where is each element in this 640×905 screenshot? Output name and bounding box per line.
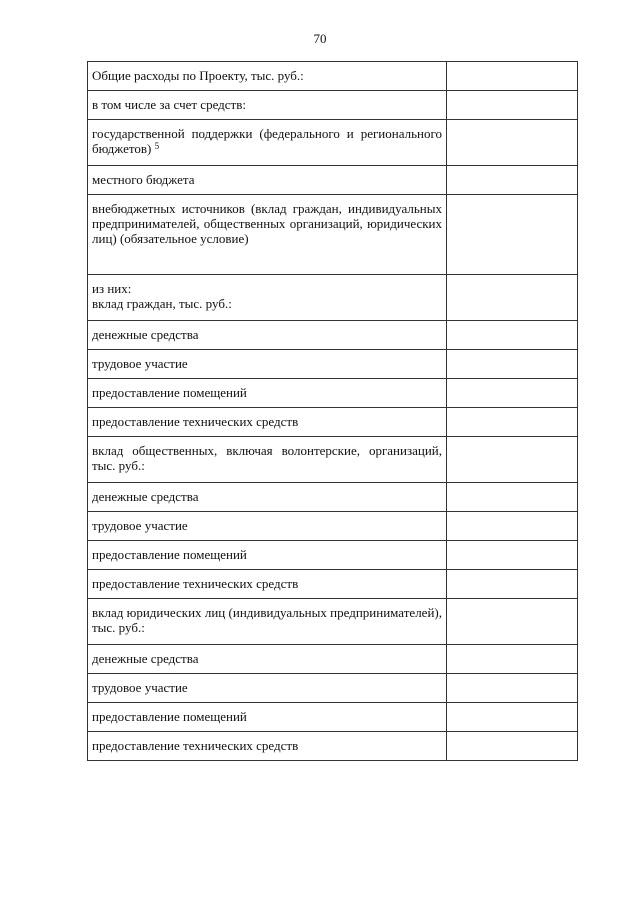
row-value — [447, 437, 577, 448]
row-label-cell — [88, 732, 447, 761]
row-label: государственной поддержки (федерального и регионального бюджетов) — [92, 126, 442, 156]
row-label: внебюджетных источников (вклад граждан, индивидуальных предпринимателей, общественных организаций, юридических лиц) (обязательное условие) — [92, 201, 442, 246]
table-row — [88, 350, 578, 379]
row-label: предоставление помещений — [92, 709, 247, 724]
row-label-cell — [88, 541, 447, 570]
row-label-cell — [88, 379, 447, 408]
row-value-cell[interactable] — [447, 195, 578, 275]
row-label-cell — [88, 350, 447, 379]
row-label: трудовое участие — [92, 680, 188, 695]
row-value-cell[interactable] — [447, 166, 578, 195]
table-row — [88, 732, 578, 761]
row-label-cell — [88, 703, 447, 732]
row-value — [447, 541, 577, 552]
row-value-cell[interactable] — [447, 703, 578, 732]
row-label: в том числе за счет средств: — [92, 97, 246, 112]
table-row — [88, 541, 578, 570]
row-label: предоставление технических средств — [92, 414, 299, 429]
row-label: предоставление помещений — [92, 547, 247, 562]
table-row — [88, 195, 578, 275]
row-value-cell[interactable] — [447, 437, 578, 483]
row-value-cell[interactable] — [447, 379, 578, 408]
row-label: денежные средства — [92, 651, 199, 666]
row-value-cell[interactable] — [447, 91, 578, 120]
row-label-cell — [88, 599, 447, 645]
row-value — [447, 350, 577, 361]
row-value-cell[interactable] — [447, 350, 578, 379]
table-row — [88, 512, 578, 541]
row-label-cell — [88, 645, 447, 674]
row-label: денежные средства — [92, 327, 199, 342]
row-value — [447, 570, 577, 581]
row-label-cell — [88, 166, 447, 195]
row-label-cell — [88, 408, 447, 437]
table-row — [88, 570, 578, 599]
row-value-cell[interactable] — [447, 321, 578, 350]
row-value — [447, 62, 577, 73]
row-label: вклад общественных, включая волонтерские, организаций, тыс. руб.: — [92, 443, 442, 473]
row-label-cell — [88, 483, 447, 512]
row-label: трудовое участие — [92, 518, 188, 533]
table-row — [88, 62, 578, 91]
row-value-cell[interactable] — [447, 541, 578, 570]
row-label-cell — [88, 321, 447, 350]
row-value — [447, 512, 577, 523]
row-value-cell[interactable] — [447, 645, 578, 674]
row-value-cell[interactable] — [447, 599, 578, 645]
project-expenses-table — [87, 61, 578, 761]
table-row — [88, 321, 578, 350]
row-label-wrap — [88, 120, 446, 161]
row-value — [447, 275, 577, 286]
row-value-cell[interactable] — [447, 570, 578, 599]
row-label: из них: вклад граждан, тыс. руб.: — [92, 281, 232, 311]
row-value — [447, 483, 577, 494]
table-row — [88, 437, 578, 483]
table-row — [88, 275, 578, 321]
row-label: денежные средства — [92, 489, 199, 504]
row-label: трудовое участие — [92, 356, 188, 371]
row-value — [447, 645, 577, 656]
row-label-cell — [88, 91, 447, 120]
table-row — [88, 408, 578, 437]
row-label-cell — [88, 120, 447, 166]
row-value — [447, 321, 577, 332]
row-label: местного бюджета — [92, 172, 195, 187]
row-label-cell — [88, 275, 447, 321]
table-row — [88, 91, 578, 120]
row-label: вклад юридических лиц (индивидуальных предпринимателей), тыс. руб.: — [92, 605, 442, 635]
row-value-cell[interactable] — [447, 275, 578, 321]
row-value — [447, 703, 577, 714]
row-label-cell — [88, 674, 447, 703]
row-label: предоставление технических средств — [92, 576, 299, 591]
table-row — [88, 120, 578, 166]
row-value — [447, 408, 577, 419]
row-value — [447, 732, 577, 743]
table-row — [88, 379, 578, 408]
row-value-cell[interactable] — [447, 120, 578, 166]
row-value-cell[interactable] — [447, 732, 578, 761]
row-label-cell — [88, 570, 447, 599]
table-row — [88, 703, 578, 732]
row-value — [447, 379, 577, 390]
page-number: 70 — [313, 31, 327, 46]
table-row — [88, 483, 578, 512]
row-label-cell — [88, 437, 447, 483]
row-label: Общие расходы по Проекту, тыс. руб.: — [92, 68, 304, 83]
row-value — [447, 120, 577, 131]
table-row — [88, 674, 578, 703]
row-label: предоставление помещений — [92, 385, 247, 400]
row-value-cell[interactable] — [447, 408, 578, 437]
row-label-cell — [88, 62, 447, 91]
row-label-cell — [88, 195, 447, 275]
row-label: предоставление технических средств — [92, 738, 299, 753]
table-row — [88, 599, 578, 645]
table-row — [88, 645, 578, 674]
table-row — [88, 166, 578, 195]
row-value-cell[interactable] — [447, 483, 578, 512]
row-value — [447, 674, 577, 685]
row-value — [447, 91, 577, 102]
footnote-marker: 5 — [154, 141, 160, 151]
row-value-cell[interactable] — [447, 512, 578, 541]
row-value-cell[interactable] — [447, 62, 578, 91]
row-value — [447, 599, 577, 610]
row-value — [447, 195, 577, 206]
row-label-cell — [88, 512, 447, 541]
row-value-cell[interactable] — [447, 674, 578, 703]
row-value — [447, 166, 577, 177]
